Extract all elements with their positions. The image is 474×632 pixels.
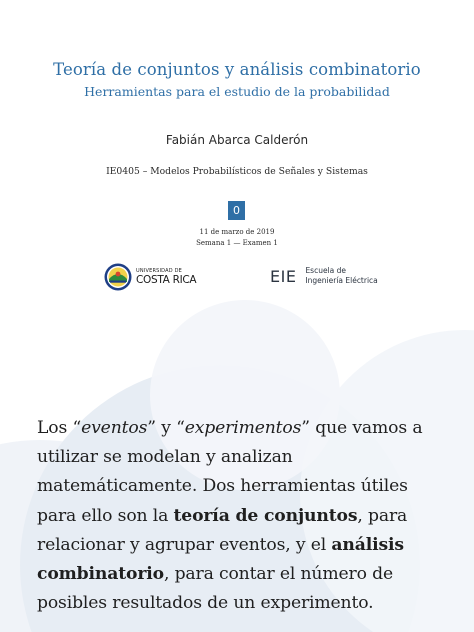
ucr-logo — [104, 263, 196, 291]
slide-subtitle: Herramientas para el estudio de la probabilidad — [84, 84, 390, 99]
text-run: relacionar y agrupar eventos, y el — [37, 534, 332, 555]
eie-mark: EIE — [270, 266, 297, 286]
emphasis-eventos: eventos — [81, 418, 148, 438]
course-name: IE0405 – Modelos Probabilísticos de Señales y Sistemas — [106, 166, 368, 177]
bold-analisis: análisis — [331, 534, 404, 555]
ucr-name-top: UNIVERSIDAD DE — [136, 267, 183, 274]
body-line: posibles resultados de un experimento. — [37, 593, 374, 614]
body-paragraph — [37, 414, 457, 618]
ucr-seal-icon — [104, 263, 132, 291]
text-run: ” que vamos a — [301, 418, 423, 438]
lecture-number-badge: 0 — [228, 201, 245, 220]
text-run: para ello son la — [37, 505, 174, 526]
bold-teoria-de-conjuntos: teoría de conjuntos — [173, 505, 358, 526]
week-text: Semana 1 — Examen 1 — [196, 239, 278, 247]
body-line — [37, 560, 457, 589]
text-run: ” y “ — [147, 418, 185, 438]
body-line — [37, 414, 457, 443]
author-name: Fabián Abarca Calderón — [165, 133, 309, 147]
body-line: matemáticamente. Dos herramientas útiles — [37, 476, 408, 497]
eie-line-2: Ingeniería Eléctrica — [305, 276, 378, 286]
eie-line-1: Escuela de — [305, 266, 347, 275]
eie-logo — [270, 266, 378, 286]
text-run: , para contar el número de — [163, 564, 393, 585]
text-run: Los “ — [37, 418, 82, 438]
body-line — [37, 502, 457, 531]
emphasis-experimentos: experimentos — [184, 418, 302, 438]
body-line: utilizar se modelan y analizan — [37, 447, 293, 468]
body-line — [37, 531, 457, 560]
bold-combinatorio: combinatorio — [37, 564, 164, 585]
ucr-name-bottom: COSTA RICA — [136, 273, 197, 286]
text-run: , para — [357, 505, 408, 526]
date-text: 11 de marzo de 2019 — [199, 228, 275, 236]
slide-title: Teoría de conjuntos y análisis combinatorio — [53, 60, 421, 79]
